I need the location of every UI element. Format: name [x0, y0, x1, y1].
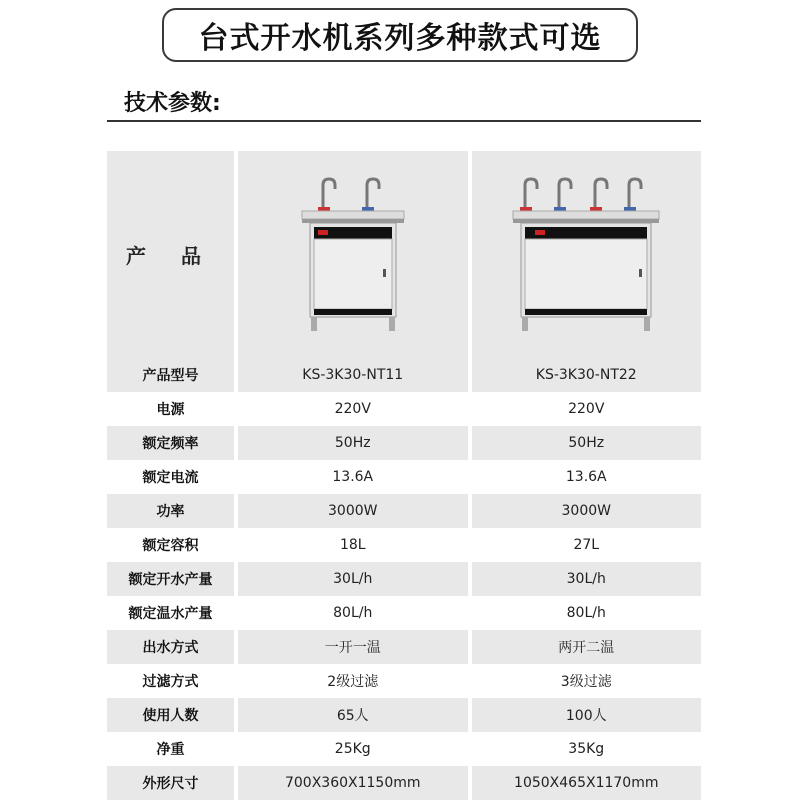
spec-label: 额定电流 — [142, 470, 199, 486]
product-image-cell-2 — [472, 151, 702, 358]
spec-value-model-2: 1050X465X1170mm — [514, 775, 659, 791]
spec-label: 额定频率 — [142, 436, 199, 452]
spec-label: 功率 — [156, 504, 185, 520]
spec-label: 过滤方式 — [142, 674, 199, 690]
spec-row — [107, 426, 701, 460]
page-title: 台式开水机系列多种款式可选 — [198, 21, 602, 56]
spec-label: 额定温水产量 — [128, 606, 213, 622]
spec-value-model-1: 65人 — [336, 708, 369, 724]
spec-value-model-1: 一开一温 — [324, 640, 381, 656]
spec-value-model-2: 35Kg — [568, 741, 605, 757]
spec-row — [107, 698, 701, 732]
spec-value-model-1: KS-3K30-NT11 — [302, 367, 404, 383]
spec-value-model-2: 13.6A — [565, 469, 607, 485]
product-label: 产 品 — [126, 244, 215, 268]
water-boiler-two-tap-image — [298, 177, 408, 332]
spec-value-model-2: 80L/h — [566, 605, 606, 621]
spec-value-model-1: 80L/h — [333, 605, 373, 621]
spec-value-model-1: 25Kg — [334, 741, 371, 757]
spec-value-model-2: KS-3K30-NT22 — [535, 367, 637, 383]
spec-value-model-1: 700X360X1150mm — [284, 775, 421, 791]
water-boiler-four-tap-image — [511, 177, 661, 332]
spec-rows — [107, 358, 701, 800]
spec-value-model-2: 3000W — [561, 503, 611, 519]
product-image-row — [107, 151, 701, 358]
spec-row — [107, 596, 701, 630]
spec-value-model-1: 30L/h — [333, 571, 373, 587]
spec-value-model-1: 3000W — [328, 503, 378, 519]
spec-row — [107, 528, 701, 562]
spec-label: 外形尺寸 — [142, 776, 199, 792]
spec-value-model-2: 27L — [573, 537, 600, 553]
spec-value-model-2: 两开二温 — [558, 640, 615, 656]
spec-row — [107, 766, 701, 800]
spec-value-model-1: 220V — [334, 401, 371, 417]
spec-value-model-2: 3级过滤 — [560, 674, 612, 690]
spec-value-model-1: 50Hz — [334, 435, 371, 451]
spec-value-model-1: 2级过滤 — [327, 674, 379, 690]
spec-value-model-2: 30L/h — [566, 571, 606, 587]
section-divider — [107, 120, 701, 122]
spec-row — [107, 460, 701, 494]
spec-row — [107, 562, 701, 596]
spec-value-model-1: 13.6A — [332, 469, 374, 485]
spec-label: 出水方式 — [142, 640, 199, 656]
product-image-cell-1 — [238, 151, 468, 358]
spec-row — [107, 732, 701, 766]
spec-label: 电源 — [156, 402, 185, 418]
spec-value-model-1: 18L — [339, 537, 366, 553]
spec-row — [107, 494, 701, 528]
spec-value-model-2: 100人 — [565, 708, 607, 724]
section-label: 技术参数: — [124, 91, 221, 116]
spec-value-model-2: 220V — [568, 401, 605, 417]
spec-label: 使用人数 — [142, 708, 199, 724]
spec-row — [107, 630, 701, 664]
spec-row — [107, 358, 701, 392]
spec-row — [107, 392, 701, 426]
spec-label: 净重 — [156, 742, 185, 758]
spec-value-model-2: 50Hz — [568, 435, 605, 451]
spec-table — [107, 151, 701, 800]
spec-label: 额定开水产量 — [128, 572, 213, 588]
spec-row — [107, 664, 701, 698]
spec-label: 产品型号 — [142, 368, 199, 384]
spec-label: 额定容积 — [142, 538, 199, 554]
page-title-box — [162, 8, 638, 62]
